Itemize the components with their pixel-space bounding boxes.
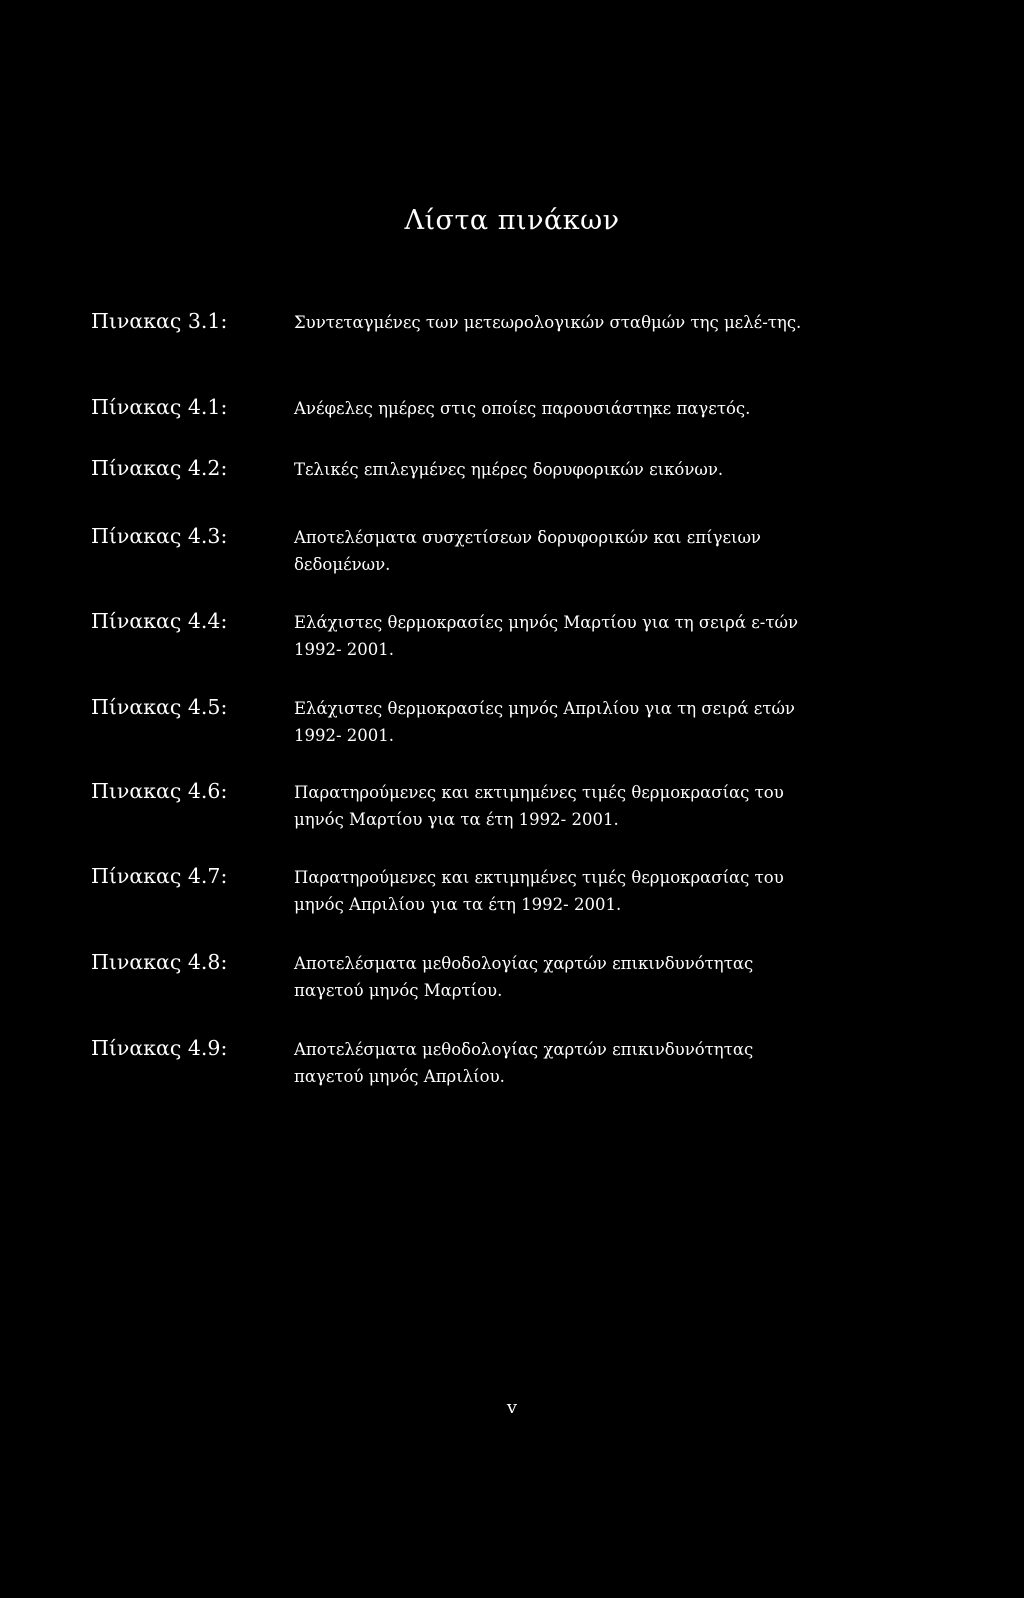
table-entry-label: Πίνακας 4.4: xyxy=(91,609,228,633)
table-entry-label: Πίνακας 4.2: xyxy=(91,456,228,480)
table-entry-description: Αποτελέσματα μεθοδολογίας χαρτών επικινδυνότητας παγετού μηνός Απριλίου. xyxy=(294,1040,754,1086)
table-entry-label: Πίνακας 4.1: xyxy=(91,395,228,419)
table-entry-description: Συντεταγμένες των μετεωρολογικών σταθμών της μελέ-της. xyxy=(294,313,802,332)
table-entry-description: Αποτελέσματα συσχετίσεων δορυφορικών και επίγειων δεδομένων. xyxy=(294,528,761,574)
table-entry-label: Πινακας 4.6: xyxy=(91,779,228,803)
table-entry-description: Ανέφελες ημέρες στις οποίες παρουσιάστηκε παγετός. xyxy=(294,399,751,418)
table-entry-label: Πινακας 4.8: xyxy=(91,950,228,974)
table-entry-description: Τελικές επιλεγμένες ημέρες δορυφορικών εικόνων. xyxy=(294,460,724,479)
table-entry-description: Ελάχιστες θερμοκρασίες μηνός Μαρτίου για τη σειρά ε-τών 1992- 2001. xyxy=(294,613,798,659)
table-entry-label: Πινακας 3.1: xyxy=(91,309,228,333)
table-entry-label: Πίνακας 4.5: xyxy=(91,695,228,719)
page-title: Λίστα πινάκων xyxy=(404,205,620,236)
table-entry-label: Πίνακας 4.3: xyxy=(91,524,228,548)
table-entry-description: Παρατηρούμενες και εκτιμημένες τιμές θερμοκρασίας του μηνός Μαρτίου για τα έτη 1992- 2001. xyxy=(294,783,784,829)
page-number: v xyxy=(506,1397,518,1418)
table-entry-label: Πίνακας 4.9: xyxy=(91,1036,228,1060)
table-entry-label: Πίνακας 4.7: xyxy=(91,864,228,888)
table-entry-description: Παρατηρούμενες και εκτιμημένες τιμές θερμοκρασίας του μηνός Απριλίου για τα έτη 1992- 2001. xyxy=(294,868,784,914)
table-entry-description: Αποτελέσματα μεθοδολογίας χαρτών επικινδυνότητας παγετού μηνός Μαρτίου. xyxy=(294,954,754,1000)
table-entry-description: Ελάχιστες θερμοκρασίες μηνός Απριλίου για τη σειρά ετών 1992- 2001. xyxy=(294,699,795,745)
